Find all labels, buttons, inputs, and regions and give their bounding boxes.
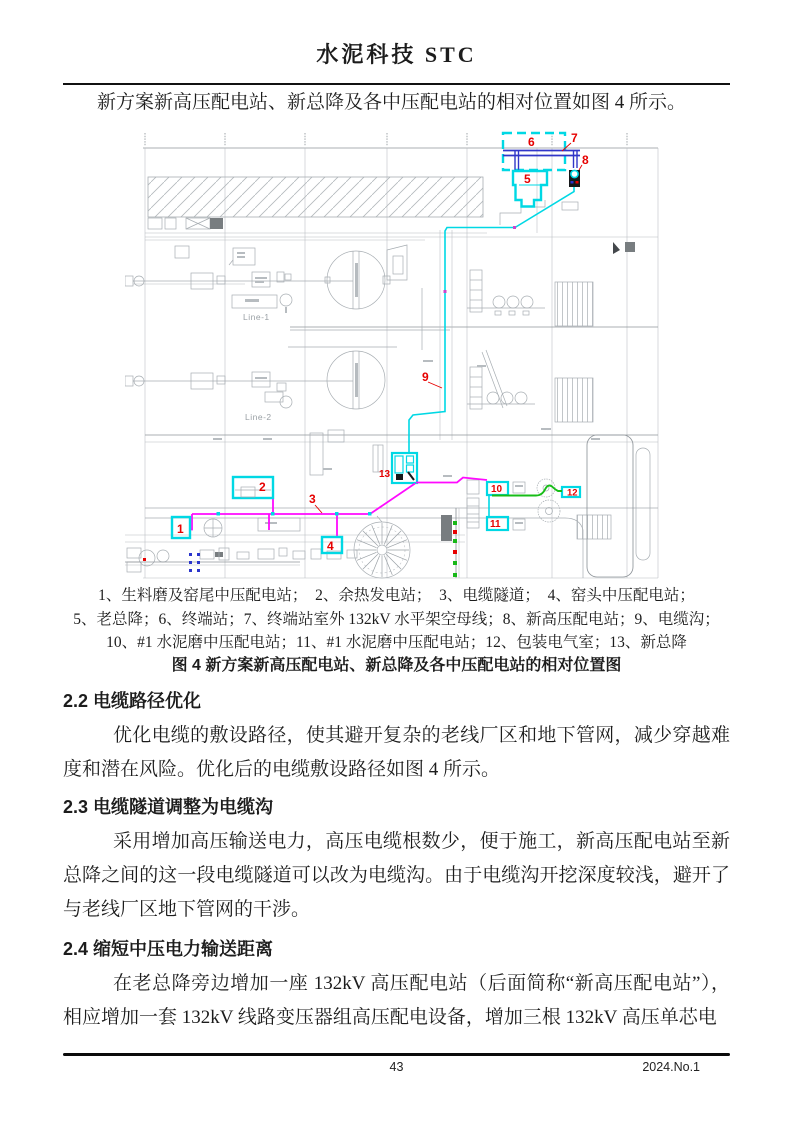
legend-line-3: 10、#1 水泥磨中压配电站；11、#1 水泥磨中压配电站；12、包装电气室；13、新总降 [106, 634, 687, 651]
line1-label: Line-1 [243, 312, 270, 322]
line2-label: Line-2 [245, 412, 272, 422]
new-hv-substation [569, 170, 580, 187]
section-2-3 [63, 795, 730, 927]
marker-2: 2 [259, 480, 266, 494]
section-heading-2-2: 2.2 电缆路径优化 [63, 690, 202, 711]
section-heading-2-3: 2.3 电缆隧道调整为电缆沟 [63, 796, 274, 817]
site-plan-svg [125, 130, 660, 580]
figure-legend [63, 584, 730, 655]
marker-8: 8 [582, 153, 589, 167]
legend-line-1: 1、生料磨及窑尾中压配电站； 2、余热发电站； 3、电缆隧道； 4、窑头中压配电站； [98, 587, 695, 604]
marker-6: 6 [528, 135, 535, 149]
busbar-132kv [503, 151, 580, 171]
section-2-4 [63, 937, 730, 1035]
marker-10: 10 [491, 484, 503, 495]
whr-power-station-box [233, 477, 273, 498]
marker-4: 4 [327, 539, 334, 553]
site-plan-figure [125, 130, 660, 580]
plan-line-labels [243, 312, 272, 422]
marker-12: 12 [567, 487, 578, 499]
section-2-2 [63, 689, 730, 787]
page-title: 水泥科技 STC [316, 42, 477, 67]
section-body-2-2: 优化电缆的敷设路径，使其避开复杂的老线厂区和地下管网，减少穿越难度和潜在风险。优化后的电缆敷设路径如图 4 所示。 [63, 724, 730, 780]
marker-11: 11 [490, 519, 501, 530]
marker-5: 5 [524, 172, 531, 186]
section-body-2-3: 采用增加高压输送电力，高压电缆根数少，便于施工，新高压配电站至新总降之间的这一段电缆隧道可以改为电缆沟。由于电缆沟开挖深度较浅，避开了与老线厂区地下管网的干涉。 [63, 830, 730, 920]
marker-1: 1 [177, 522, 184, 536]
marker-7: 7 [571, 131, 578, 145]
issue-label: 2024.No.1 [642, 1060, 700, 1074]
marker-9: 9 [422, 370, 429, 384]
cable-trench-route [409, 187, 574, 453]
legend-line-2: 5、老总降；6、终端站；7、终端站室外 132kV 水平架空母线；8、新高压配电站；9、电缆沟； [73, 610, 720, 628]
section-body-2-4: 在老总降旁边增加一座 132kV 高压配电站（后面简称“新高压配电站”），相应增加一套 132kV 线路变压器组高压配电设备，增加三根 132kV 高压单芯电 [63, 972, 730, 1028]
header-rule [63, 83, 730, 85]
section-heading-2-4: 2.4 缩短中压电力输送距离 [63, 938, 274, 959]
page-number: 43 [389, 1060, 404, 1074]
intro-paragraph: 新方案新高压配电站、新总降及各中压配电站的相对位置如图 4 所示。 [97, 92, 687, 113]
marker-13: 13 [379, 469, 391, 480]
page-footer [63, 1053, 730, 1078]
new-main-substation-box [392, 453, 417, 483]
marker-3: 3 [309, 492, 316, 506]
figure-caption: 图 4 新方案新高压配电站、新总降及各中压配电站的相对位置图 [171, 656, 622, 674]
footer-rule [63, 1053, 730, 1057]
